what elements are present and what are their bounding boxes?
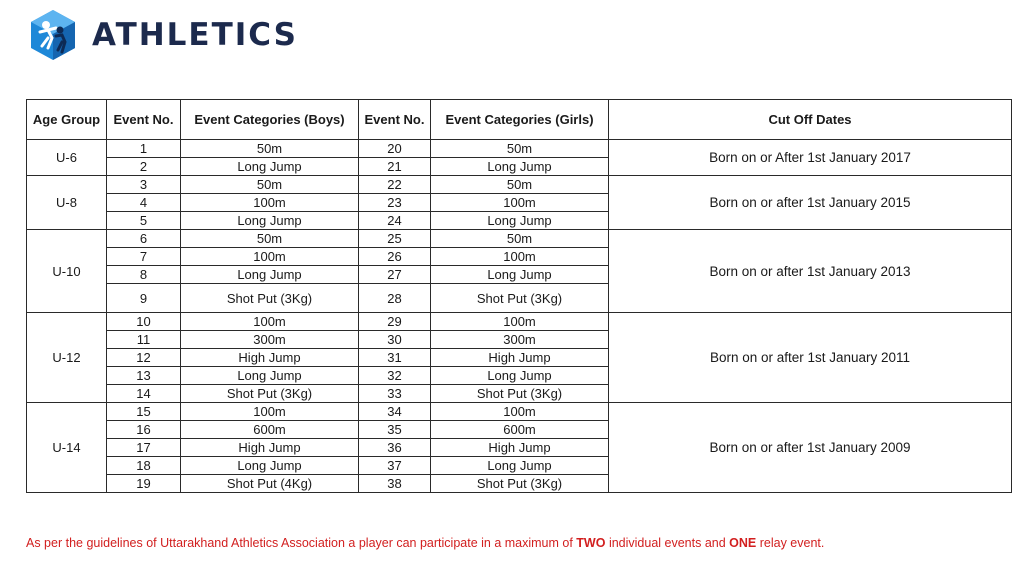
girl-event-name: 600m	[431, 421, 609, 439]
boy-event-name: Long Jump	[181, 266, 359, 284]
girl-event-name: Long Jump	[431, 457, 609, 475]
boy-event-name: Long Jump	[181, 212, 359, 230]
girl-event-name: Shot Put (3Kg)	[431, 284, 609, 313]
table-header-row	[27, 100, 1012, 140]
boy-event-name: 100m	[181, 313, 359, 331]
boy-event-no: 4	[107, 194, 181, 212]
girl-event-no: 22	[359, 176, 431, 194]
boy-event-name: 100m	[181, 403, 359, 421]
guidelines-note	[26, 536, 824, 550]
boy-event-name: High Jump	[181, 439, 359, 457]
girl-event-no: 27	[359, 266, 431, 284]
header-event-categories-boys: Event Categories (Boys)	[181, 100, 359, 140]
girl-event-no: 28	[359, 284, 431, 313]
boy-event-no: 2	[107, 158, 181, 176]
cutoff-date-cell: Born on or After 1st January 2017	[609, 140, 1012, 176]
boy-event-no: 19	[107, 475, 181, 493]
boy-event-name: Long Jump	[181, 367, 359, 385]
header-cut-off-dates: Cut Off Dates	[609, 100, 1012, 140]
girl-event-no: 23	[359, 194, 431, 212]
table-row	[27, 313, 1012, 331]
boy-event-no: 5	[107, 212, 181, 230]
boy-event-name: 50m	[181, 176, 359, 194]
boy-event-name: Long Jump	[181, 158, 359, 176]
girl-event-no: 21	[359, 158, 431, 176]
girl-event-no: 38	[359, 475, 431, 493]
cutoff-date-cell: Born on or after 1st January 2013	[609, 230, 1012, 313]
boy-event-no: 16	[107, 421, 181, 439]
girl-event-name: Long Jump	[431, 158, 609, 176]
header-event-categories-girls: Event Categories (Girls)	[431, 100, 609, 140]
girl-event-name: 100m	[431, 248, 609, 266]
logo	[26, 8, 298, 62]
girl-event-name: Long Jump	[431, 212, 609, 230]
table-row	[27, 230, 1012, 248]
table-row	[27, 403, 1012, 421]
cutoff-date-cell: Born on or after 1st January 2011	[609, 313, 1012, 403]
boy-event-name: 100m	[181, 194, 359, 212]
girl-event-no: 34	[359, 403, 431, 421]
girl-event-no: 36	[359, 439, 431, 457]
header-event-no-boys: Event No.	[107, 100, 181, 140]
boy-event-name: Shot Put (3Kg)	[181, 284, 359, 313]
girl-event-name: High Jump	[431, 439, 609, 457]
girl-event-name: Shot Put (3Kg)	[431, 475, 609, 493]
note-text-2: individual events and	[605, 536, 730, 550]
header-event-no-girls: Event No.	[359, 100, 431, 140]
girl-event-name: 50m	[431, 176, 609, 194]
girl-event-no: 37	[359, 457, 431, 475]
girl-event-name: Long Jump	[431, 266, 609, 284]
table-row	[27, 176, 1012, 194]
cutoff-date-cell: Born on or after 1st January 2009	[609, 403, 1012, 493]
note-text-1: As per the guidelines of Uttarakhand Athletics Association a player can participate in a maximum of	[26, 536, 577, 550]
boy-event-name: Shot Put (3Kg)	[181, 385, 359, 403]
girl-event-no: 25	[359, 230, 431, 248]
boy-event-name: 50m	[181, 230, 359, 248]
girl-event-name: 100m	[431, 403, 609, 421]
boy-event-no: 14	[107, 385, 181, 403]
boy-event-no: 10	[107, 313, 181, 331]
girl-event-no: 29	[359, 313, 431, 331]
logo-text: ATHLETICS	[92, 17, 298, 53]
boy-event-no: 8	[107, 266, 181, 284]
boy-event-no: 11	[107, 331, 181, 349]
boy-event-no: 7	[107, 248, 181, 266]
boy-event-name: 50m	[181, 140, 359, 158]
boy-event-name: 300m	[181, 331, 359, 349]
girl-event-name: 300m	[431, 331, 609, 349]
girl-event-name: 100m	[431, 313, 609, 331]
age-group-cell: U-8	[27, 176, 107, 230]
girl-event-no: 20	[359, 140, 431, 158]
athletics-logo-icon	[26, 8, 80, 62]
events-table	[26, 99, 1012, 493]
boy-event-no: 18	[107, 457, 181, 475]
note-bold-two: TWO	[576, 536, 606, 550]
boy-event-name: Shot Put (4Kg)	[181, 475, 359, 493]
table-row	[27, 140, 1012, 158]
header-age-group: Age Group	[27, 100, 107, 140]
girl-event-no: 30	[359, 331, 431, 349]
age-group-cell: U-6	[27, 140, 107, 176]
girl-event-name: Long Jump	[431, 367, 609, 385]
boy-event-no: 17	[107, 439, 181, 457]
girl-event-name: Shot Put (3Kg)	[431, 385, 609, 403]
girl-event-no: 32	[359, 367, 431, 385]
girl-event-no: 35	[359, 421, 431, 439]
boy-event-name: Long Jump	[181, 457, 359, 475]
boy-event-no: 6	[107, 230, 181, 248]
note-text-3: relay event.	[756, 536, 825, 550]
boy-event-name: 600m	[181, 421, 359, 439]
boy-event-no: 15	[107, 403, 181, 421]
boy-event-no: 13	[107, 367, 181, 385]
boy-event-name: 100m	[181, 248, 359, 266]
girl-event-no: 26	[359, 248, 431, 266]
girl-event-name: 50m	[431, 140, 609, 158]
boy-event-name: High Jump	[181, 349, 359, 367]
girl-event-name: High Jump	[431, 349, 609, 367]
age-group-cell: U-12	[27, 313, 107, 403]
girl-event-no: 33	[359, 385, 431, 403]
girl-event-name: 100m	[431, 194, 609, 212]
girl-event-no: 24	[359, 212, 431, 230]
boy-event-no: 1	[107, 140, 181, 158]
boy-event-no: 3	[107, 176, 181, 194]
girl-event-name: 50m	[431, 230, 609, 248]
boy-event-no: 9	[107, 284, 181, 313]
cutoff-date-cell: Born on or after 1st January 2015	[609, 176, 1012, 230]
note-bold-one: ONE	[729, 536, 757, 550]
age-group-cell: U-14	[27, 403, 107, 493]
girl-event-no: 31	[359, 349, 431, 367]
age-group-cell: U-10	[27, 230, 107, 313]
boy-event-no: 12	[107, 349, 181, 367]
